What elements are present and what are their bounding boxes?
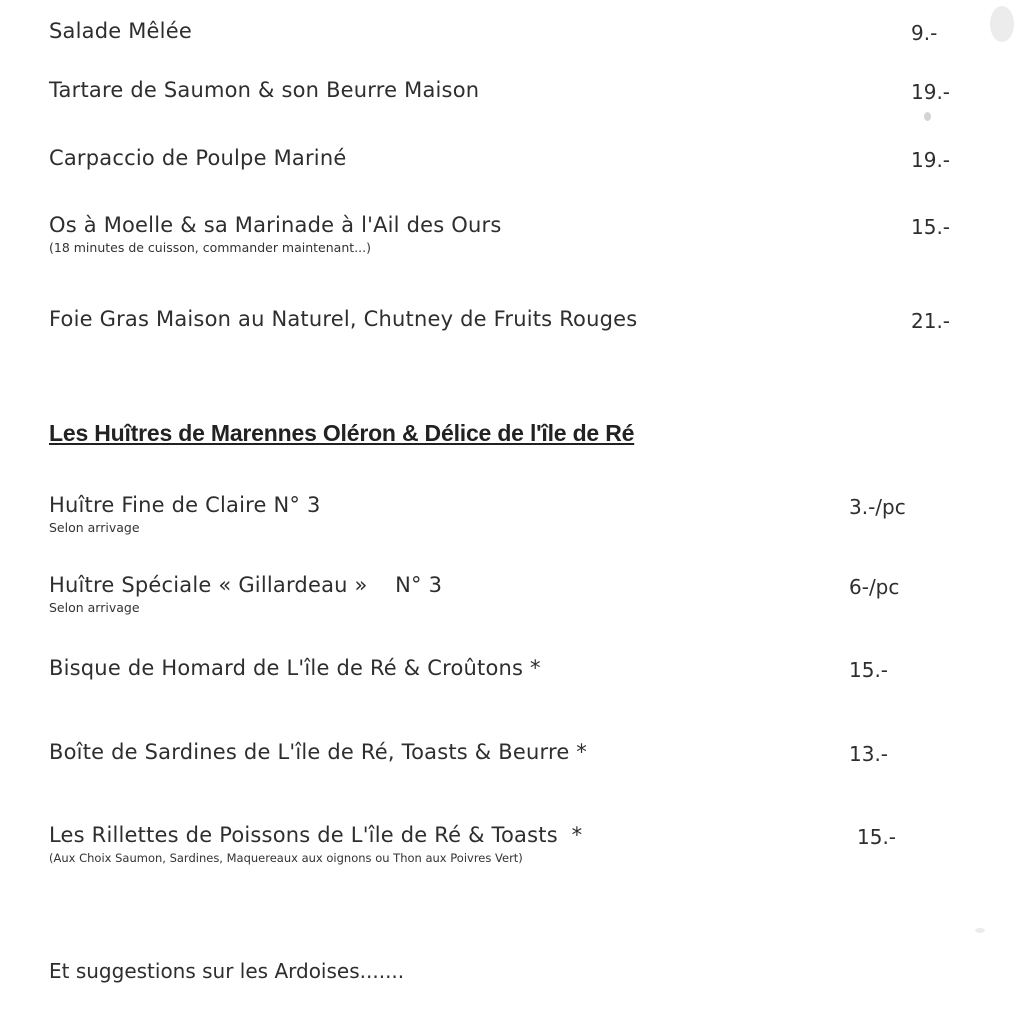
item-name: Huître Fine de Claire N° 3 bbox=[49, 493, 321, 517]
menu-item bbox=[49, 822, 582, 866]
menu-item bbox=[49, 572, 442, 616]
item-note: Selon arrivage bbox=[49, 600, 140, 615]
menu-item bbox=[49, 655, 541, 681]
menu-item bbox=[49, 145, 346, 171]
item-name: Tartare de Saumon & son Beurre Maison bbox=[49, 78, 480, 102]
item-price: 9.- bbox=[911, 21, 938, 45]
item-name: Salade Mêlée bbox=[49, 19, 192, 43]
item-name: Les Rillettes de Poissons de L'île de Ré & Toasts * bbox=[49, 823, 583, 847]
item-note: (Aux Choix Saumon, Sardines, Maquereaux aux oignons ou Thon aux Poivres Vert) bbox=[49, 851, 523, 865]
item-name: Huître Spéciale « Gillardeau » N° 3 bbox=[49, 573, 443, 597]
scan-smudge bbox=[990, 6, 1014, 42]
item-price: 21.- bbox=[911, 309, 951, 333]
item-price: 15.- bbox=[911, 215, 951, 239]
menu-item bbox=[49, 18, 192, 44]
item-note: Selon arrivage bbox=[49, 520, 140, 535]
item-name: Boîte de Sardines de L'île de Ré, Toasts & Beurre * bbox=[49, 740, 588, 764]
item-price: 13.- bbox=[849, 742, 889, 766]
item-note: (18 minutes de cuisson, commander maintenant...) bbox=[49, 240, 371, 255]
item-price: 6-/pc bbox=[849, 575, 900, 599]
item-price: 3.-/pc bbox=[849, 495, 906, 519]
menu-item bbox=[49, 739, 587, 765]
item-price: 19.- bbox=[911, 148, 951, 172]
scan-smudge bbox=[975, 928, 985, 933]
item-name: Carpaccio de Poulpe Mariné bbox=[49, 146, 347, 170]
item-price: 19.- bbox=[911, 80, 951, 104]
menu-item bbox=[49, 212, 501, 256]
item-name: Os à Moelle & sa Marinade à l'Ail des Ours bbox=[49, 213, 502, 237]
scan-smudge bbox=[924, 112, 931, 121]
menu-item bbox=[49, 77, 479, 103]
item-price: 15.- bbox=[857, 825, 897, 849]
menu-item bbox=[49, 306, 637, 332]
item-price: 15.- bbox=[849, 658, 889, 682]
item-name: Bisque de Homard de L'île de Ré & Croûtons * bbox=[49, 656, 541, 680]
footer-note: Et suggestions sur les Ardoises....... bbox=[49, 959, 405, 983]
section-title: Les Huîtres de Marennes Oléron & Délice de l'île de Ré bbox=[49, 420, 635, 446]
menu-item bbox=[49, 492, 321, 536]
item-name: Foie Gras Maison au Naturel, Chutney de Fruits Rouges bbox=[49, 307, 638, 331]
